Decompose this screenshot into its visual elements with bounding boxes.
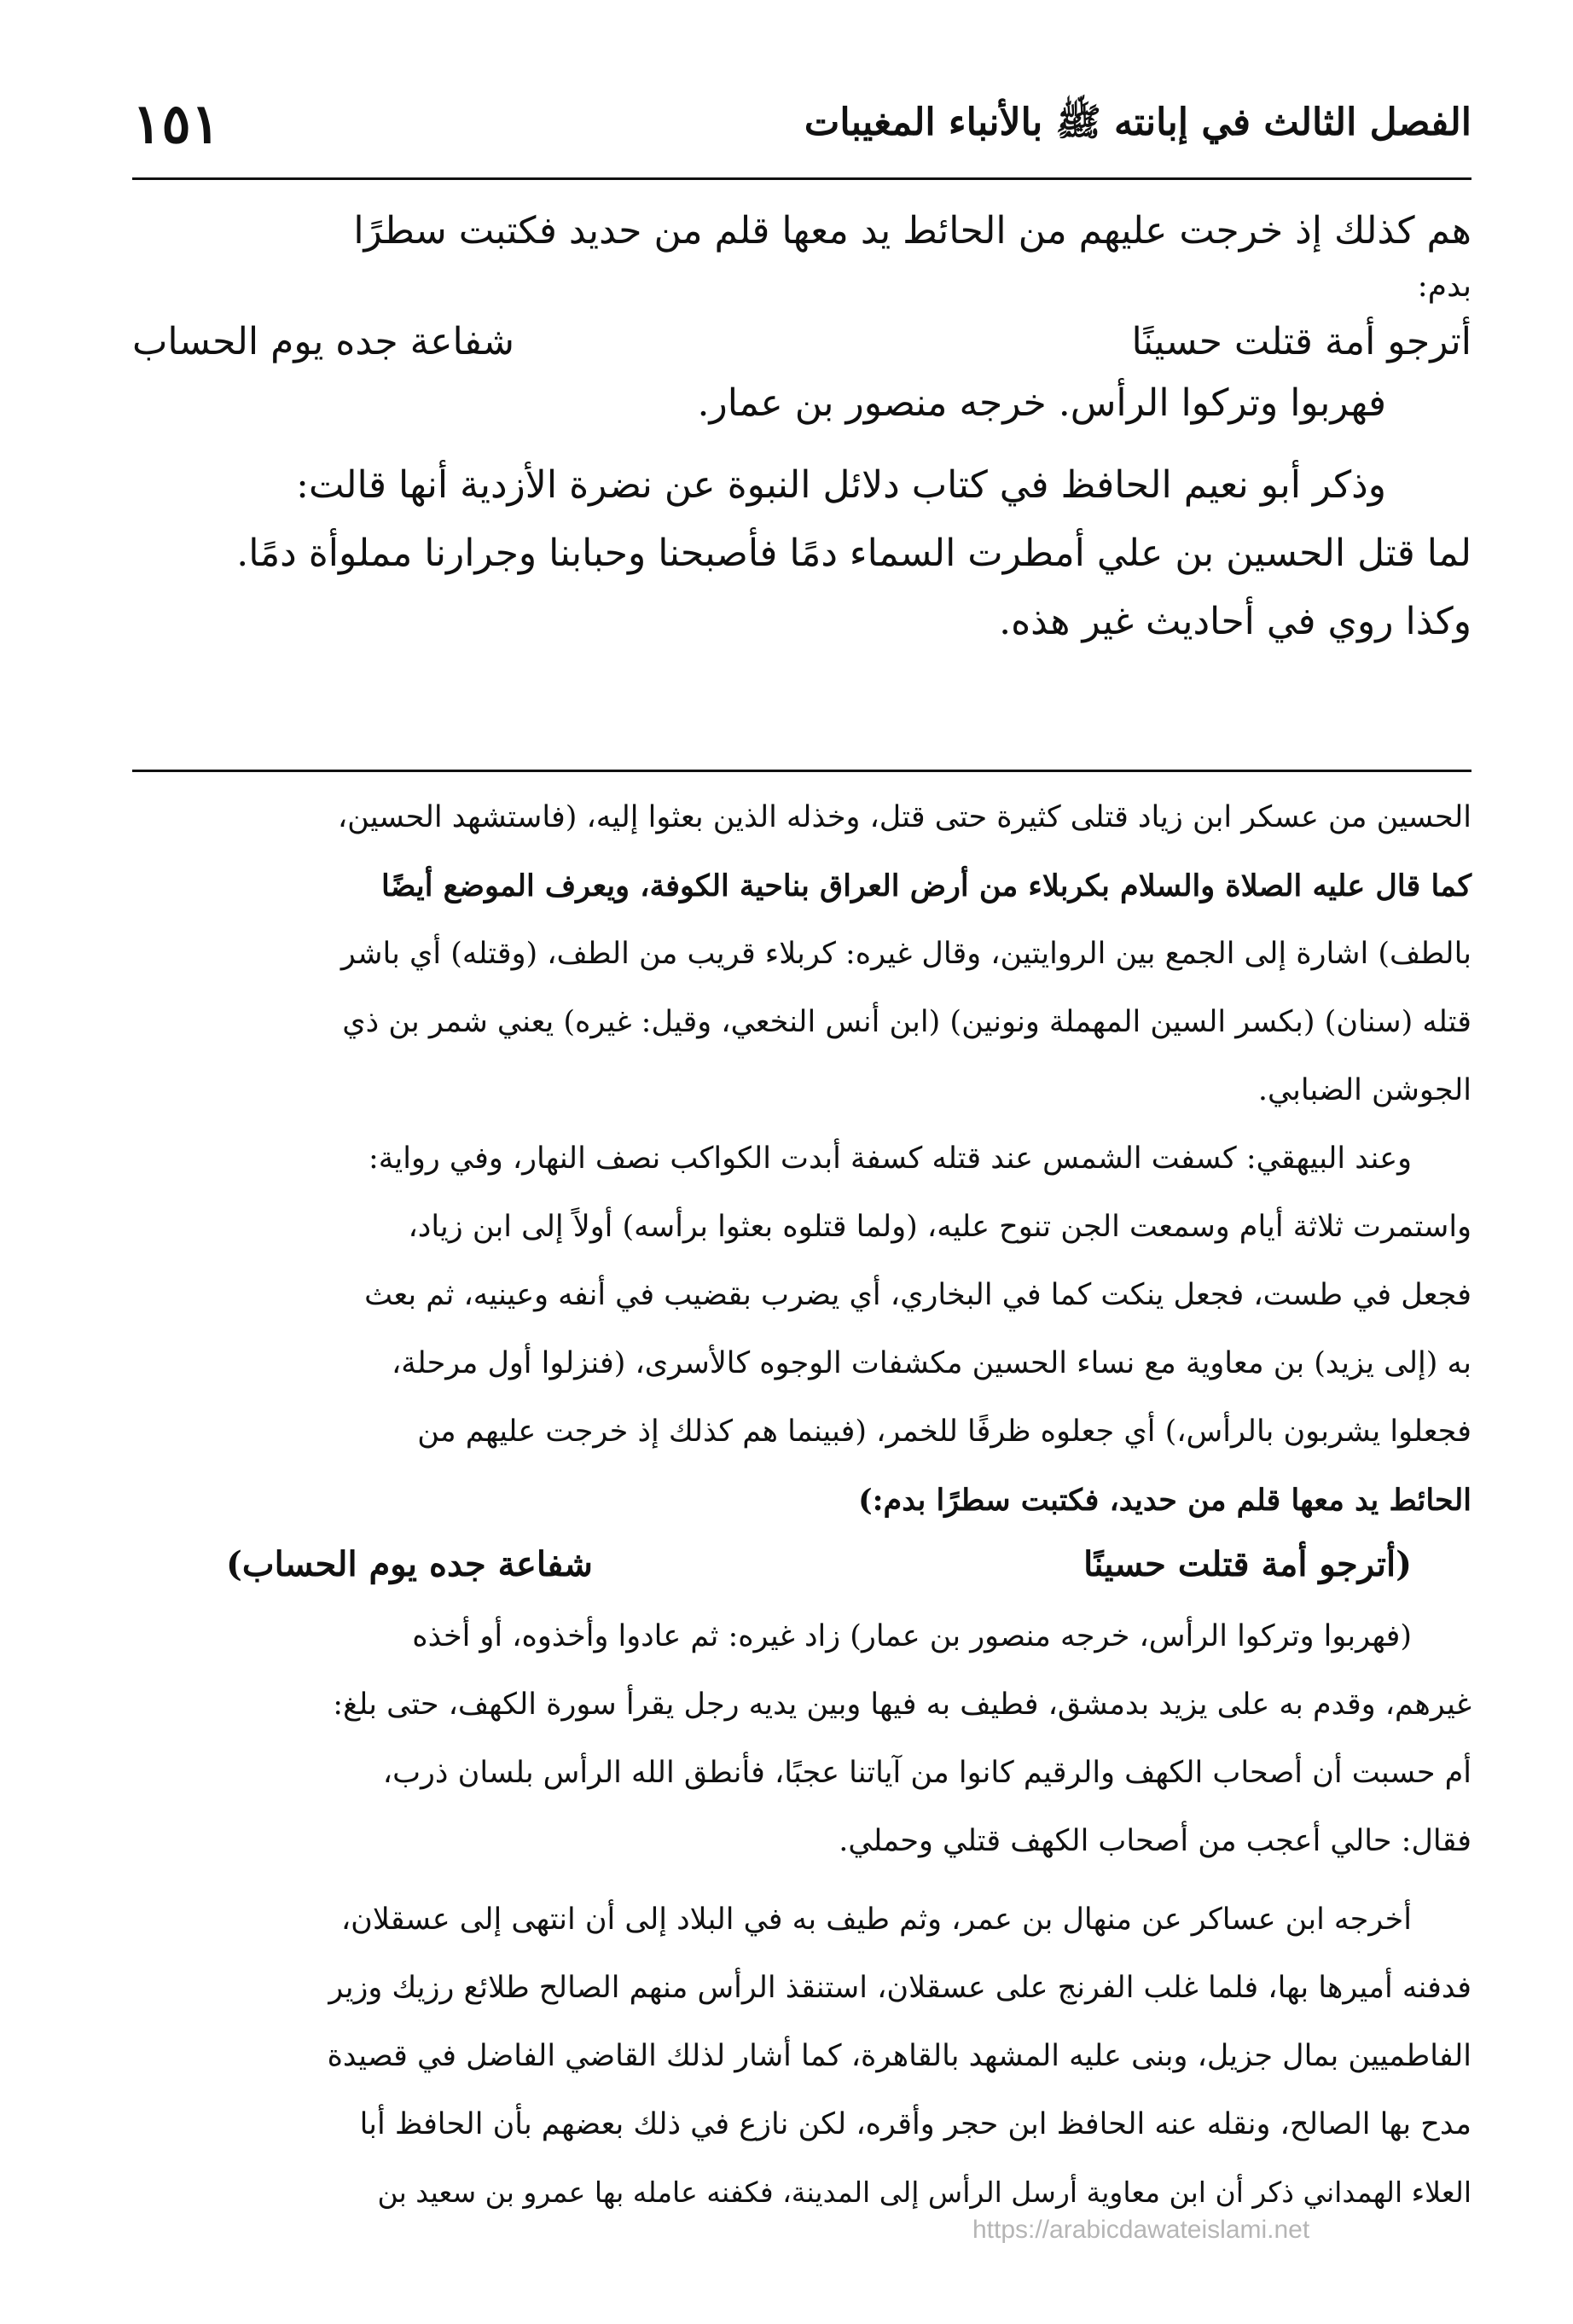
commentary-line: كما قال عليه الصلاة والسلام بكربلاء من أرض العراق بناحية الكوفة، ويعرف الموضع أيضًا — [380, 869, 1471, 903]
commentary-line: الفاطميين بمال جزيل، وبنى عليه المشهد بالقاهرة، كما أشار لذلك القاضي الفاضل في قصيدة — [327, 2039, 1471, 2073]
main-line: وذكر أبو نعيم الحافظ في كتاب دلائل النبوة عن نضرة الأزدية أنها قالت: — [296, 463, 1386, 507]
commentary-line: به (إلى يزيد) بن معاوية مع نساء الحسين مكشفات الوجوه كالأسرى، (فنزلوا أول مرحلة، — [391, 1346, 1471, 1380]
main-line: بدم: — [1417, 269, 1471, 304]
commentary-line: العلاء الهمداني ذكر أن ابن معاوية أرسل الرأس إلى المدينة، فكفنه عامله بها عمرو بن سعيد بن — [377, 2176, 1471, 2209]
commentary-verse-second-hemistich: شفاعة جده يوم الحساب) — [226, 1544, 593, 1584]
verse-second-hemistich: شفاعة جده يوم الحساب — [132, 320, 515, 363]
main-line: لما قتل الحسين بن علي أمطرت السماء دمًا فأصبحنا وحبابنا وجرارنا مملوأة دمًا. — [236, 532, 1471, 575]
commentary-line: الجوشن الضبابي. — [1257, 1073, 1471, 1107]
commentary-line: فجعلوا يشربون بالرأس،) أي جعلوه ظرفًا للخمر، (فبينما هم كذلك إذ خرجت عليهم من — [417, 1415, 1471, 1449]
main-line: هم كذلك إذ خرجت عليهم من الحائط يد معها قلم من حديد فكتبت سطرًا — [353, 209, 1471, 253]
commentary-verse-first-hemistich: (أترجو أمة قتلت حسينًا — [1083, 1544, 1412, 1584]
commentary-line: غيرهم، وقدم به على يزيد بدمشق، فطيف به فيها وبين يديه رجل يقرأ سورة الكهف، حتى بلغ: — [333, 1688, 1471, 1722]
commentary-line: أم حسبت أن أصحاب الكهف والرقيم كانوا من آياتنا عجبًا، فأنطق الله الرأس بلسان ذرب، — [382, 1756, 1471, 1790]
commentary — [132, 785, 1471, 2209]
commentary-line: وعند البيهقي: كسفت الشمس عند قتله كسفة أبدت الكواكب نصف النهار، وفي رواية: — [368, 1142, 1412, 1176]
commentary-line: الحائط يد معها قلم من حديد، فكتبت سطرًا بدم:) — [858, 1483, 1471, 1518]
watermark-url: https://arabicdawateislami.net — [972, 2216, 1310, 2244]
commentary-line: الحسين من عسكر ابن زياد قتلى كثيرة حتى قتل، وخذله الذين بعثوا إليه، (فاستشهد الحسين، — [337, 800, 1471, 834]
commentary-line: فقال: حالي أعجب من أصحاب الكهف قتلي وحملي. — [839, 1824, 1471, 1858]
page-number: ١٥١ — [132, 92, 221, 156]
main-text — [132, 192, 1471, 755]
commentary-line: بالطف) اشارة إلى الجمع بين الروايتين، وقال غيره: كربلاء قريب من الطف، (وقتله) أي باشر — [340, 937, 1471, 971]
page-header — [132, 92, 1471, 169]
running-title: الفصل الثالث في إبانته ﷺ بالأنباء المغيبات — [804, 101, 1471, 144]
commentary-line: (فهربوا وتركوا الرأس، خرجه منصور بن عمار) زاد غيره: ثم عادوا وأخذوه، أو أخذه — [412, 1619, 1412, 1653]
commentary-separator — [132, 770, 1471, 772]
commentary-line: أخرجه ابن عساكر عن منهال بن عمر، وثم طيف به في البلاد إلى أن انتهى إلى عسقلان، — [340, 1903, 1412, 1937]
commentary-line: فدفنه أميرها بها، فلما غلب الفرنج على عسقلان، استنقذ الرأس منهم الصالح طلائع رزيك وزير — [328, 1971, 1471, 2005]
verse-first-hemistich: أترجو أمة قتلت حسينًا — [1131, 320, 1471, 363]
header-rule — [132, 177, 1471, 180]
main-line: وكذا روي في أحاديث غير هذه. — [999, 600, 1471, 643]
commentary-line: فجعل في طست، فجعل ينكت كما في البخاري، أي يضرب بقضيب في أنفه وعينيه، ثم بعث — [364, 1278, 1471, 1312]
commentary-line: قتله (سنان) (بكسر السين المهملة ونونين) (ابن أنس النخعي، وقيل: غيره) يعني شمر بن ذي — [342, 1005, 1471, 1039]
main-line: فهربوا وتركوا الرأس. خرجه منصور بن عمار. — [697, 381, 1386, 425]
commentary-line: واستمرت ثلاثة أيام وسمعت الجن تنوح عليه، (ولما قتلوه بعثوا برأسه) أولاً إلى ابن زياد، — [408, 1210, 1471, 1244]
commentary-line: مدح بها الصالح، ونقله عنه الحافظ ابن حجر وأقره، لكن نازع في ذلك بعضهم بأن الحافظ أبا — [359, 2107, 1471, 2141]
